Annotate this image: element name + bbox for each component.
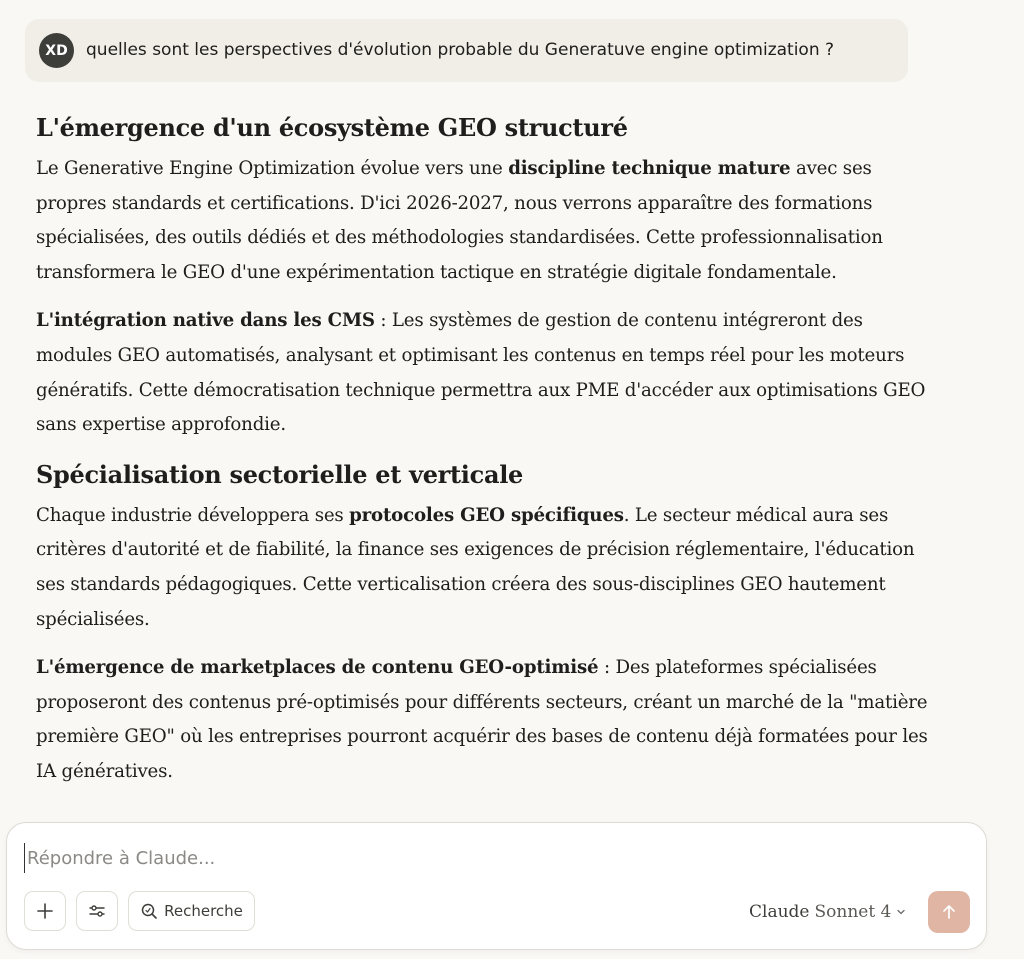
chevron-down-icon: [896, 907, 906, 917]
search-icon: [140, 902, 158, 920]
plus-icon: [36, 902, 54, 920]
user-message-text: quelles sont les perspectives d'évolution probable du Generatuve engine optimization ?: [86, 40, 835, 60]
response-paragraph: L'émergence de marketplaces de contenu GEO-optimisé : Des plateformes spécialisées proposeront des contenus pré-optimisés pour différents secteurs, créant un marché de la "matière première GEO" où les entreprises pourront acquérir des bases de contenu déjà formatées pour les IA génératives.: [36, 657, 928, 782]
response-paragraph: Le Generative Engine Optimization évolue vers une discipline technique mature avec ses propres standards et certifications. D'ici 2026-2027, nous verrons apparaître des formations spécialisées, des outils dédiés et des méthodologies standardisées. Cette professionnalisation transformera le GEO d'une expérimentation tactique en stratégie digitale fondamentale.: [36, 158, 883, 283]
user-message-bubble: [25, 19, 908, 82]
tools-button[interactable]: [76, 891, 118, 931]
assistant-response: [36, 108, 936, 790]
section-heading: L'émergence d'un écosystème GEO structuré: [36, 113, 628, 142]
response-paragraph: L'intégration native dans les CMS : Les systèmes de gestion de contenu intégreront des modules GEO automatisés, analysant et optimisant les contenus en temps réel pour les moteurs génératifs. Cette démocratisation technique permettra aux PME d'accéder aux optimisations GEO sans expertise approfondie.: [36, 310, 926, 436]
model-name: Claude: [749, 902, 810, 922]
add-button[interactable]: [24, 891, 66, 931]
arrow-up-icon: [940, 903, 958, 921]
response-paragraph: Chaque industrie développera ses protocoles GEO spécifiques. Le secteur médical aura ses critères d'autorité et de fiabilité, la finance ses exigences de précision réglementaire, l'éducation ses standards pédagogiques. Cette verticalisation créera des sous-disciplines GEO hautement spécialisées.: [36, 504, 915, 630]
section-heading: Spécialisation sectorielle et verticale: [36, 459, 523, 489]
sliders-icon: [88, 902, 106, 920]
message-composer: [6, 822, 987, 950]
user-avatar: XD: [39, 33, 74, 68]
search-button-label: Recherche: [164, 902, 243, 920]
reply-input[interactable]: [24, 843, 727, 873]
model-selector[interactable]: [749, 900, 906, 924]
search-button[interactable]: [128, 891, 255, 931]
send-button[interactable]: [928, 891, 970, 933]
model-version: Sonnet 4: [814, 902, 892, 922]
